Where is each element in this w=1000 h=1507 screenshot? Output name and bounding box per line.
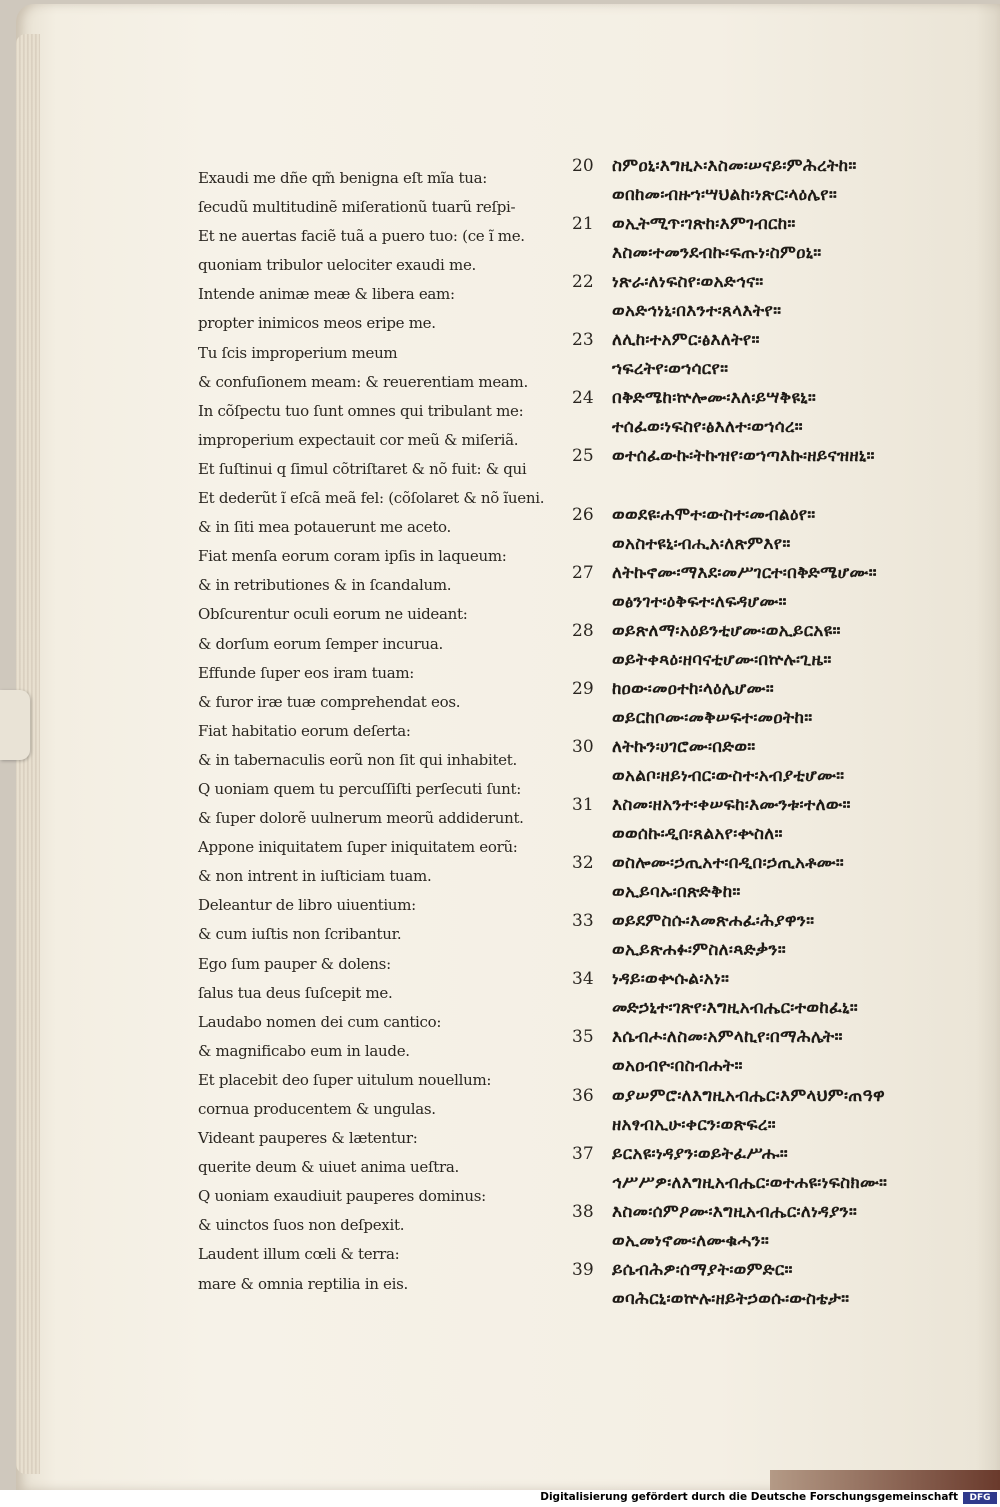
latin-line: cornua producentem & ungulas. [198, 1100, 436, 1118]
verse-number: 23 [572, 330, 594, 351]
latin-line: & ſuper dolorẽ uulnerum meorũ addiderunt. [198, 809, 524, 828]
geez-line: እስመ፡ዘአንተ፡ቀሠፍከ፡እሙንቱ፡ተለው። [612, 795, 851, 816]
latin-line: Videant pauperes & lætentur: [198, 1129, 418, 1148]
verse-number: 36 [572, 1085, 594, 1106]
geez-line: ወኢመነኖሙ፡ለሙቁሓን። [612, 1230, 770, 1251]
latin-line: & in tabernaculis eorũ non ſit qui inhabitet. [198, 750, 517, 769]
geez-line: እሴብሖ፡ለስመ፡አምላኪየ፡በማሕሌት። [612, 1027, 843, 1048]
latin-line: Fiat menſa eorum coram ipſis in laqueum: [198, 547, 507, 566]
geez-verse [572, 1200, 992, 1258]
latin-line: In cõſpectu tuo ſunt omnes qui tribulant me: [198, 401, 524, 420]
verse-number: 31 [572, 795, 594, 816]
geez-verse [572, 386, 992, 444]
geez-line: ኀፍረትየ፡ወኀሳርየ። [612, 359, 729, 380]
geez-line: ተሰፈወ፡ነፍስየ፡ፅእለተ፡ወኀሳረ። [612, 417, 803, 438]
latin-line: Et dederũt ĩ eſcã meã fel: (cõſolaret & nõ ĩueni. [198, 489, 545, 508]
latin-line: Q uoniam quem tu percuſſiſti perſecuti ſunt: [198, 779, 521, 798]
latin-line: ſalus tua deus ſuſcepit me. [198, 983, 393, 1002]
latin-line: Et ne auertas faciẽ tuã a puero tuo: (ce ĩ me. [198, 227, 525, 246]
geez-line: ወባሕርኒ፡ወኵሉ፡ዘይትኃወሱ፡ውስቴታ። [612, 1288, 850, 1309]
geez-verse [572, 851, 992, 909]
geez-line: ኅሥሥዎ፡ለእግዚአብሔር፡ወተሐዩ፡ነፍስክሙ። [612, 1172, 888, 1193]
verse-number: 24 [572, 388, 594, 409]
geez-line: ይሴብሕዎ፡ሰማያት፡ወምድር። [612, 1259, 793, 1280]
latin-line: Exaudi me dñe qm̃ benigna eſt mĩa tua: [198, 169, 488, 187]
geez-line: ወአስተዩኒ፡ብሒአ፡ለጽምእየ። [612, 533, 791, 554]
verse-number: 32 [572, 853, 594, 874]
latin-line: Appone iniquitatem ſuper iniquitatem eorũ: [198, 838, 518, 857]
verse-number: 30 [572, 736, 594, 757]
latin-line: Effunde ſuper eos iram tuam: [198, 663, 415, 682]
geez-verse [572, 212, 992, 270]
binding-strip [770, 1470, 1000, 1490]
latin-text-column [198, 164, 568, 1299]
geez-line: በቅድሜከ፡ኵሎሙ፡እለ፡ይሣቅዩኒ። [612, 388, 817, 409]
geez-line: ለሊከ፡ተአምር፡ፅእለትየ። [612, 330, 760, 351]
latin-line: & dorſum eorum ſemper incurua. [198, 634, 443, 653]
geez-line: ወበከመ፡ብዙኀ፡ሣህልከ፡ነጽር፡ላዕሌየ። [612, 185, 838, 205]
geez-verse [572, 909, 992, 967]
geez-verse [572, 619, 992, 677]
geez-line: ለትኩኖሙ፡ማእደ፡መሥገርተ፡በቅድሜሆሙ። [612, 562, 877, 583]
latin-line: Et ſuſtinui q ſimul cõtriſtaret & nõ fuit: & qui [198, 459, 527, 478]
geez-line: ወኢይጽሐፉ፡ምስለ፡ጻድቃን። [612, 940, 786, 961]
footer-bar [0, 1490, 1000, 1507]
geez-verse [572, 793, 992, 851]
latin-line: & magnificabo eum in laude. [198, 1041, 410, 1060]
geez-line: ወወሰኩ፡ዲበ፡ጸልአየ፡ቍስለ። [612, 824, 783, 845]
latin-line: propter inimicos meos eripe me. [198, 314, 436, 333]
latin-line: Laudent illum cœli & terra: [198, 1245, 400, 1264]
geez-verse [572, 561, 992, 619]
latin-line: & in retributiones & in ſcandalum. [198, 576, 452, 595]
verse-number: 37 [572, 1143, 594, 1164]
geez-line: ወአድኅነኒ፡በእንተ፡ጸላእትየ። [612, 301, 782, 322]
latin-line: Obſcurentur oculi eorum ne uideant: [198, 605, 468, 624]
geez-verse [572, 967, 992, 1025]
geez-line: ወያሠምሮ፡ለእግዚአብሔር፡እምላህም፡ጠዓዋ [612, 1085, 886, 1106]
geez-verse [572, 503, 992, 561]
verse-number: 33 [572, 911, 594, 932]
verse-number: 25 [572, 446, 594, 467]
latin-line: ſecudũ multitudinẽ miſerationũ tuarũ reſpi- [198, 198, 516, 217]
verse-number: 22 [572, 272, 594, 293]
latin-line: & cum iuſtis non ſcribantur. [198, 925, 402, 944]
latin-line: Tu ſcis improperium meum [198, 343, 398, 362]
geez-line: ወአልቦ፡ዘይነብር፡ውስተ፡አብያቲሆሙ። [612, 765, 845, 786]
geez-line: ዘአፃብኢሁ፡ቀርን፡ወጽፍረ። [612, 1114, 776, 1135]
verse-number: 35 [572, 1027, 594, 1048]
latin-line: Q uoniam exaudiuit pauperes dominus: [198, 1187, 486, 1206]
latin-line: Fiat habitatio eorum deſerta: [198, 721, 411, 740]
verse-number: 27 [572, 562, 594, 583]
geez-line: ወተሰፈውኩ፡ትኩዝየ፡ወኀጣእኩ፡ዘይናዝዘኒ። [612, 446, 875, 467]
latin-line: quoniam tribulor uelociter exaudi me. [198, 256, 476, 275]
latin-line: & non intrent in iuſticiam tuam. [198, 867, 432, 886]
geez-line: ወኢይባኡ፡በጽድቅከ። [612, 882, 741, 903]
geez-verse [572, 735, 992, 793]
verse-number: 21 [572, 214, 594, 235]
geez-line: ወፅንገተ፡ዕቅፍተ፡ለፍዳሆሙ። [612, 591, 787, 612]
geez-line: ወይርከቦሙ፡መቅሠፍተ፡መዐትከ። [612, 707, 813, 728]
geez-line: ወአዐብዮ፡በስብሐት። [612, 1056, 743, 1077]
verse-number: 20 [572, 156, 594, 176]
book-page [16, 4, 1000, 1490]
geez-verse [572, 444, 992, 502]
verse-number: 29 [572, 678, 594, 699]
geez-line: ወስሎሙ፡ኃጢአተ፡በዲበ፡ኃጢአቶሙ። [612, 853, 845, 874]
geez-line: ይርአዩ፡ነዳያን፡ወይትፈሥሑ። [612, 1143, 788, 1164]
latin-line: Intende animæ meæ & libera eam: [198, 285, 455, 304]
geez-line: ለትኩን፡ሀገሮሙ፡በድወ። [612, 736, 756, 757]
footer-credit: Digitalisierung gefördert durch die Deutsche Forschungsgemeinschaft [540, 1491, 958, 1503]
latin-line: Ego ſum pauper & dolens: [198, 954, 391, 973]
latin-line: Deleantur de libro uiuentium: [198, 896, 416, 915]
geez-verse [572, 154, 992, 212]
geez-line: ነዳይ፡ወቍሱል፡አነ። [612, 969, 730, 990]
geez-verse [572, 677, 992, 735]
geez-verse [572, 1025, 992, 1083]
geez-line: ከዐው፡መዐተከ፡ላዕሌሆሙ። [612, 678, 775, 699]
latin-line: improperium expectauit cor meũ & miſeriã. [198, 430, 519, 449]
geez-line: ወወደዩ፡ሐሞተ፡ውስተ፡መብልዕየ። [612, 504, 816, 525]
geez-verse [572, 1084, 992, 1142]
verse-number: 28 [572, 620, 594, 641]
geez-line: እስመ፡ተመንደብኩ፡ፍጡነ፡ስምዐኒ። [612, 243, 822, 264]
geez-verse [572, 270, 992, 328]
geez-text-column [572, 154, 992, 1316]
verse-number: 26 [572, 504, 594, 525]
geez-line: ወይደምስሱ፡እመጽሐፈ፡ሕያዋን። [612, 911, 815, 932]
latin-line: mare & omnia reptilia in eis. [198, 1274, 408, 1293]
latin-line: Laudabo nomen dei cum cantico: [198, 1012, 442, 1031]
geez-line: ነጽራ፡ለነፍስየ፡ወአድኅና። [612, 272, 764, 293]
latin-line: Et placebit deo ſuper uitulum nouellum: [198, 1070, 492, 1089]
geez-line: መድኃኒተ፡ገጽየ፡እግዚአብሔር፡ተወከፈኒ። [612, 998, 858, 1019]
geez-verse [572, 1258, 992, 1316]
geez-line: ስምዐኒ፡እግዚኦ፡እስመ፡ሠናይ፡ምሕረትከ። [612, 156, 857, 176]
latin-line: & in ſiti mea potauerunt me aceto. [198, 518, 451, 537]
verse-number: 39 [572, 1259, 594, 1280]
latin-line: & uinctos ſuos non deſpexit. [198, 1216, 405, 1235]
geez-verse [572, 328, 992, 386]
latin-line: & furor iræ tuæ comprehendat eos. [198, 692, 461, 711]
verse-number: 38 [572, 1201, 594, 1222]
geez-line: ወኢትሚጥ፡ገጽከ፡እምገብርከ። [612, 214, 796, 235]
verse-number: 34 [572, 969, 594, 990]
geez-verse [572, 1142, 992, 1200]
page-tab-marker [0, 690, 30, 760]
dfg-logo: DFG [963, 1492, 997, 1504]
latin-line: querite deum & uiuet anima ueſtra. [198, 1158, 459, 1177]
geez-line: ወይትቀጻዕ፡ዘባናቲሆሙ፡በኵሉ፡ጊዜ። [612, 649, 832, 670]
geez-line: ወይጽለማ፡አዕይንቲሆሙ፡ወኢይርአዩ። [612, 620, 841, 641]
latin-line: & confuſionem meam: & reuerentiam meam. [198, 372, 528, 391]
geez-line: እስመ፡ሰምዖሙ፡እግዚአብሔር፡ለነዳያን። [612, 1201, 858, 1222]
